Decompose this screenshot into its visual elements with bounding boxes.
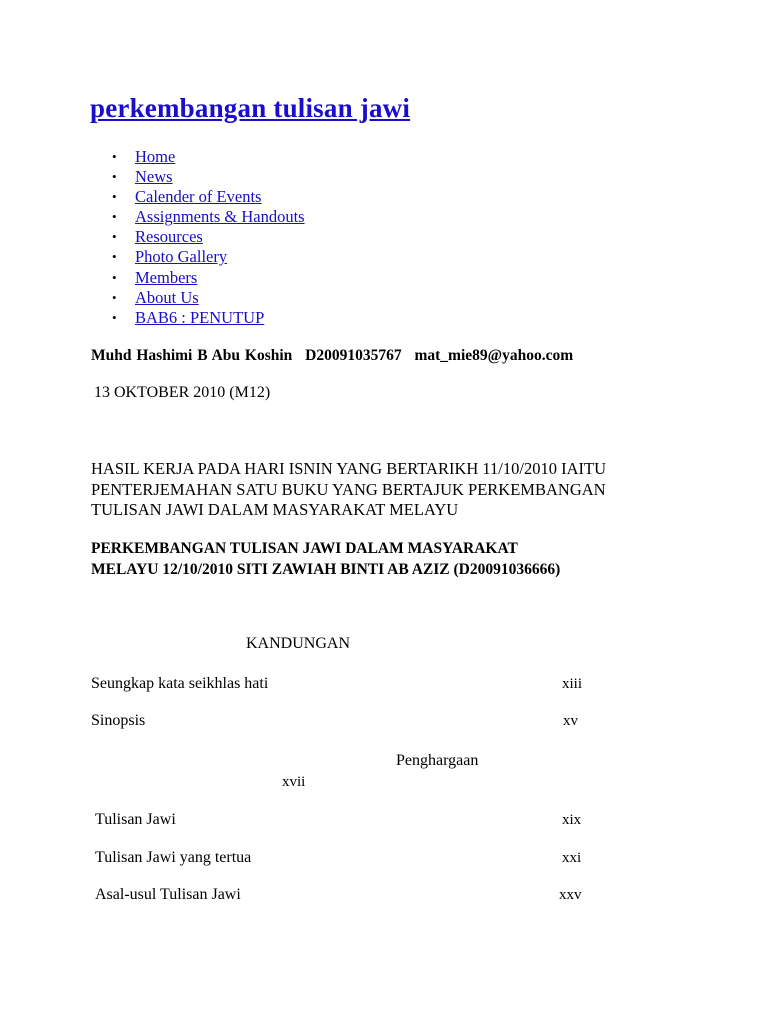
author-line	[91, 347, 573, 365]
nav-item-about-us	[112, 288, 305, 308]
toc-page: xxi	[562, 850, 582, 866]
toc-page: xvii	[282, 774, 306, 790]
bullet-icon: •	[112, 249, 117, 265]
page-title[interactable]: perkembangan tulisan jawi	[90, 93, 411, 123]
nav-item-home	[112, 147, 305, 167]
bullet-icon: •	[112, 309, 117, 325]
bullet-icon: •	[112, 269, 117, 285]
book-heading	[91, 539, 560, 580]
nav-link-about-us[interactable]: About Us	[135, 287, 199, 307]
contents-heading: KANDUNGAN	[246, 635, 350, 652]
toc-label: Tulisan Jawi	[95, 811, 176, 828]
toc-page: xv	[563, 713, 578, 729]
toc-label: Seungkap kata seikhlas hati	[91, 675, 269, 692]
nav-link-members[interactable]: Members	[135, 267, 198, 287]
nav-link-resources[interactable]: Resources	[135, 227, 203, 247]
book-heading-line: PERKEMBANGAN TULISAN JAWI DALAM MASYARAKAT	[91, 540, 518, 557]
bullet-icon: •	[112, 169, 117, 185]
bullet-icon: •	[112, 289, 117, 305]
book-heading-line: MELAYU 12/10/2010 SITI ZAWIAH BINTI AB AZIZ (D20091036666)	[91, 560, 561, 578]
intro-paragraph	[91, 459, 651, 521]
nav-item-bab6	[112, 308, 305, 328]
nav-link-calendar[interactable]: Calender of Events	[135, 187, 262, 207]
nav-item-resources	[112, 227, 305, 247]
nav-item-photo-gallery	[112, 247, 305, 267]
nav-link-assignments[interactable]: Assignments & Handouts	[135, 207, 305, 227]
toc-page: xiii	[562, 676, 583, 692]
bullet-icon: •	[112, 209, 117, 225]
toc-label: Sinopsis	[91, 712, 146, 729]
intro-line: PENTERJEMAHAN SATU BUKU YANG BERTAJUK PERKEMBANGAN	[91, 479, 606, 499]
toc-label: Asal-usul Tulisan Jawi	[95, 886, 241, 903]
intro-line: TULISAN JAWI DALAM MASYARAKAT MELAYU	[91, 500, 459, 519]
nav-link-bab6[interactable]: BAB6 : PENUTUP	[135, 307, 265, 327]
nav-menu	[112, 147, 305, 328]
toc-label: Tulisan Jawi yang tertua	[95, 849, 252, 866]
nav-link-home[interactable]: Home	[135, 147, 176, 166]
toc-page: xxv	[559, 887, 582, 903]
nav-link-news[interactable]: News	[135, 167, 173, 187]
nav-item-assignments	[112, 207, 305, 227]
author-email: mat_mie89@yahoo.com	[414, 347, 574, 364]
post-date: 13 OKTOBER 2010 (M12)	[94, 384, 271, 401]
nav-item-calendar	[112, 187, 305, 207]
bullet-icon: •	[112, 189, 117, 205]
nav-item-members	[112, 268, 305, 288]
intro-line: HASIL KERJA PADA HARI ISNIN YANG BERTARIKH 11/10/2010 IAITU	[91, 459, 607, 478]
nav-link-photo-gallery[interactable]: Photo Gallery	[135, 247, 228, 267]
author-id: D20091035767	[305, 347, 402, 364]
bullet-icon: •	[112, 149, 117, 164]
toc-page: xix	[562, 812, 582, 828]
toc-label: Penghargaan	[396, 752, 479, 769]
nav-item-news	[112, 167, 305, 187]
author-name: Muhd Hashimi B Abu Koshin	[91, 347, 293, 364]
bullet-icon: •	[112, 229, 117, 245]
